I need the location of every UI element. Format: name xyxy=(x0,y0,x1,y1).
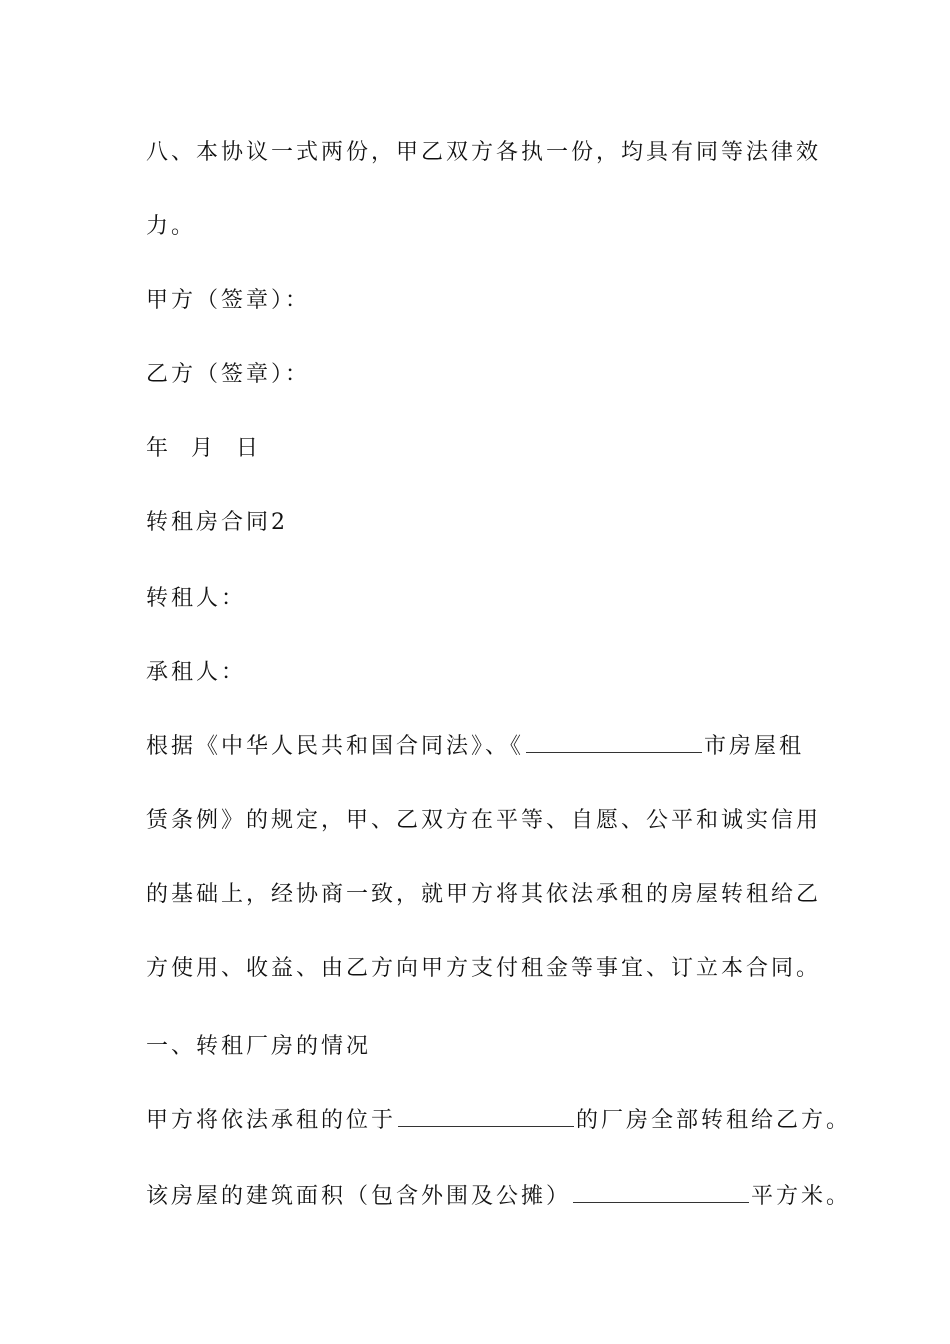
preamble-text-before-blank: 根据《中华人民共和国合同法》、《 xyxy=(146,734,525,759)
contract-title: 转租房合同2 xyxy=(146,510,288,535)
preamble-text-after-blank: 市房屋租 xyxy=(704,734,805,759)
area-blank-field[interactable] xyxy=(573,1182,749,1203)
location-line xyxy=(146,1106,851,1136)
party-a-signature-label: 甲方（签章）： xyxy=(146,288,311,313)
clause-8-line-2: 力。 xyxy=(146,214,197,239)
area-line xyxy=(146,1182,851,1212)
location-text-before-blank: 甲方将依法承租的位于 xyxy=(146,1108,397,1133)
sublessee-label: 承租人： xyxy=(146,660,247,685)
area-text-after-blank: 平方米。 xyxy=(751,1184,852,1209)
preamble-line-4: 方使用、收益、由乙方向甲方支付租金等事宜、订立本合同。 xyxy=(146,956,822,981)
location-text-after-blank: 的厂房全部转租给乙方。 xyxy=(576,1108,852,1133)
city-blank-field[interactable] xyxy=(526,732,702,753)
section-1-heading: 一、转租厂房的情况 xyxy=(146,1034,372,1059)
area-text-before-blank: 该房屋的建筑面积（包含外围及公摊） xyxy=(146,1184,572,1209)
preamble-line-2: 赁条例》的规定，甲、乙双方在平等、自愿、公平和诚实信用 xyxy=(146,808,822,833)
date-label: 年 月 日 xyxy=(146,436,261,461)
party-b-signature-label: 乙方（签章）： xyxy=(146,362,311,387)
location-blank-field[interactable] xyxy=(398,1106,574,1127)
sublessor-label: 转租人： xyxy=(146,586,247,611)
preamble-line-1 xyxy=(146,732,804,762)
clause-8-line-1: 八、本协议一式两份，甲乙双方各执一份，均具有同等法律效 xyxy=(146,140,822,165)
preamble-line-3: 的基础上，经协商一致，就甲方将其依法承租的房屋转租给乙 xyxy=(146,882,822,907)
